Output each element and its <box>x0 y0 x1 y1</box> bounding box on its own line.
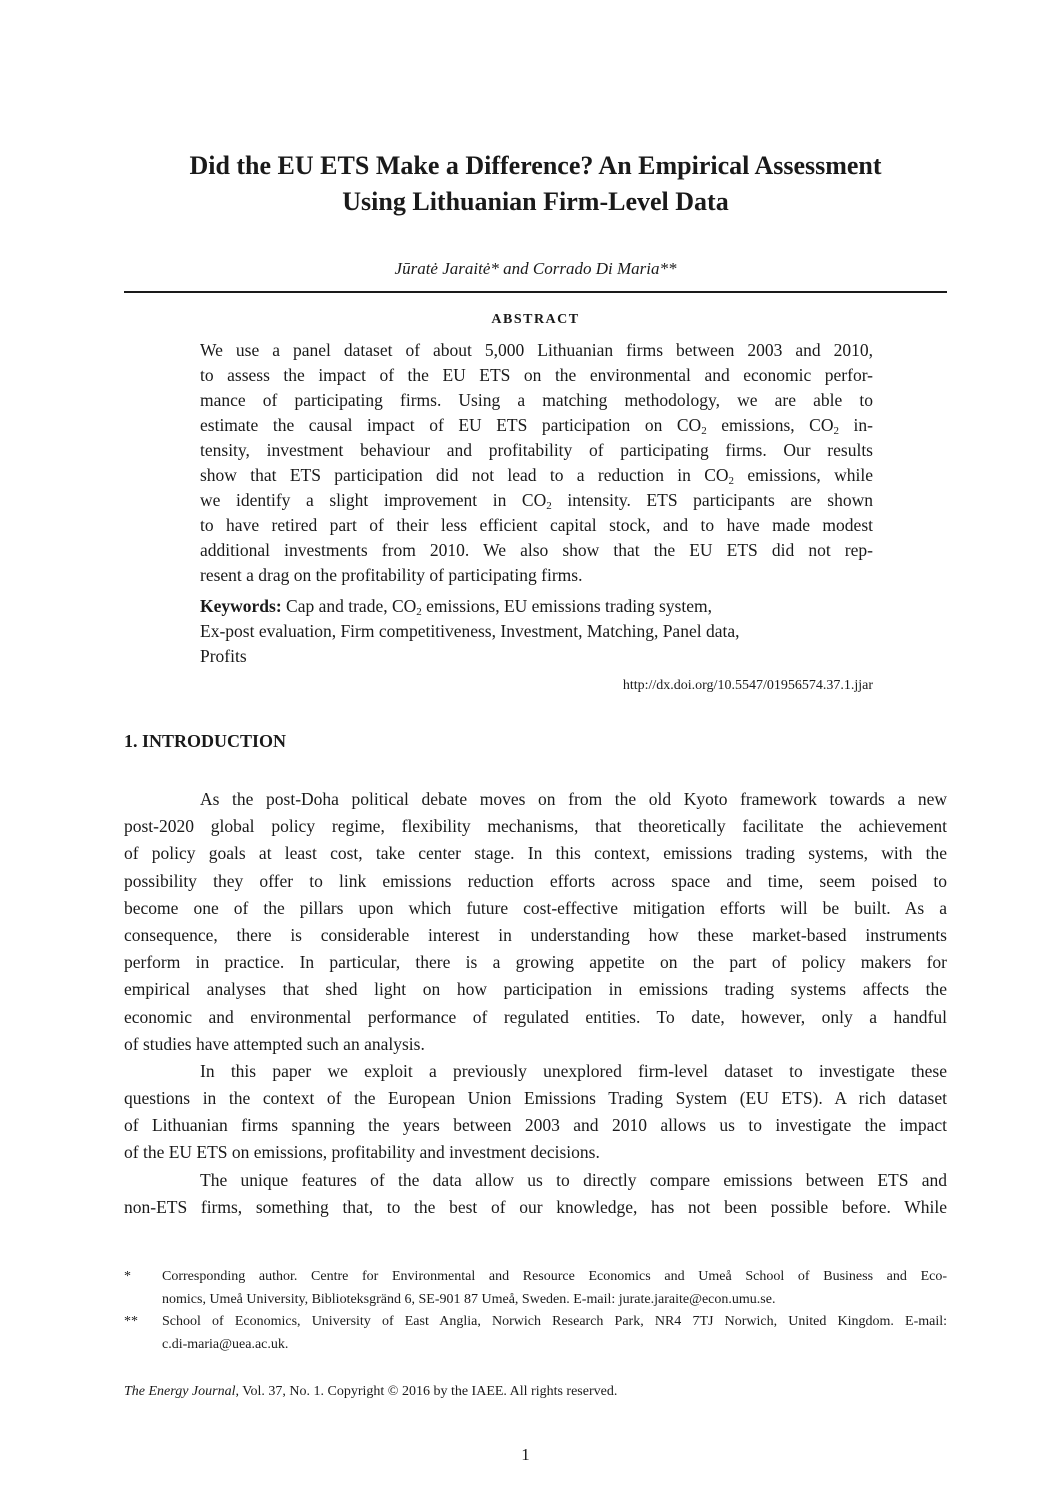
footnote-mark: * <box>124 1269 131 1284</box>
paper-title <box>124 148 947 220</box>
page-number: 1 <box>521 1445 530 1464</box>
keywords-line: Profits <box>200 646 247 666</box>
abstract-line: additional investments from 2010. We also show that the EU ETS did not rep- <box>200 540 873 560</box>
abstract-text <box>200 338 873 588</box>
footnote <box>124 1266 947 1311</box>
abstract-line: to have retired part of their less efficient capital stock, and to have made modest <box>200 515 873 535</box>
title-line: Did the EU ETS Make a Difference? An Empirical Assessment <box>189 151 882 180</box>
body-line: of Lithuanian firms spanning the years between 2003 and 2010 allows us to investigate the impact <box>124 1115 947 1136</box>
body-line: non-ETS firms, something that, to the best of our knowledge, has not been possible before. While <box>124 1196 947 1217</box>
abstract-line: We use a panel dataset of about 5,000 Lithuanian firms between 2003 and 2010, <box>200 340 873 360</box>
body-line: perform in practice. In particular, there is a growing appetite on the part of policy makers for <box>124 952 947 973</box>
keywords <box>200 594 873 669</box>
footnote-line: Corresponding author. Centre for Environmental and Resource Economics and Umeå School of Business and Eco- <box>162 1269 947 1284</box>
keywords-line: Ex-post evaluation, Firm competitiveness, Investment, Matching, Panel data, <box>200 621 740 641</box>
body-line: of policy goals at least cost, take center stage. In this context, emissions trading systems, with the <box>124 843 947 864</box>
body-line: of the EU ETS on emissions, profitability and investment decisions. <box>124 1142 600 1163</box>
journal-name: The Energy Journal <box>124 1384 236 1399</box>
body-line: empirical analyses that shed light on how participation in emissions trading systems affects the <box>124 979 947 1000</box>
body-line: consequence, there is considerable interest in understanding how these market-based instruments <box>124 924 947 945</box>
abstract-line: tensity, investment behaviour and profitability of participating firms. Our results <box>200 440 873 460</box>
header-divider <box>124 291 947 293</box>
journal-citation <box>124 1383 617 1401</box>
body-line: questions in the context of the European Union Emissions Trading System (EU ETS). A rich dataset <box>124 1088 947 1109</box>
author-list: Jūratė Jaraitė* and Corrado Di Maria** <box>394 259 677 278</box>
doi-link[interactable]: http://dx.doi.org/10.5547/01956574.37.1.jjar <box>622 678 873 693</box>
body-line: In this paper we exploit a previously unexplored firm-level dataset to investigate these <box>200 1060 947 1081</box>
title-line: Using Lithuanian Firm-Level Data <box>342 187 729 216</box>
keywords-line: Keywords: Cap and trade, $CO_2$ emissions, EU emissions trading system, <box>200 596 712 618</box>
footnote <box>124 1311 947 1356</box>
keywords-label: Keywords: <box>200 596 282 616</box>
journal-details: , Vol. 37, No. 1. Copyright © 2016 by the IAEE. All rights reserved. <box>235 1384 618 1399</box>
body-line: economic and environmental performance of regulated entities. To date, however, only a handful <box>124 1006 947 1027</box>
body-line: The unique features of the data allow us to directly compare emissions between ETS and <box>200 1169 947 1190</box>
body-line: become one of the pillars upon which future cost-effective mitigation efforts will be built. As a <box>124 897 947 918</box>
abstract-heading: ABSTRACT <box>491 312 580 327</box>
introduction-body <box>124 786 947 1221</box>
footnote-line: nomics, Umeå University, Biblioteksgränd 6, SE-901 87 Umeå, Sweden. E-mail: jurate.jaraite@econ.umu.se. <box>162 1291 776 1307</box>
footnotes <box>124 1266 947 1356</box>
body-line: of studies have attempted such an analysis. <box>124 1033 425 1054</box>
footnote-line: c.di-maria@uea.ac.uk. <box>162 1336 289 1352</box>
abstract-line: we identify a slight improvement in $CO_2$ intensity. ETS participants are shown <box>200 490 874 512</box>
abstract-line: show that ETS participation did not lead to a reduction in $CO_2$ emissions, while <box>200 465 873 487</box>
footnote-line: School of Economics, University of East Anglia, Norwich Research Park, NR4 7TJ Norwich, United Kingdom. E-mail: <box>162 1314 947 1329</box>
section-heading: 1. INTRODUCTION <box>124 731 287 751</box>
body-line: possibility they offer to link emissions reduction efforts across space and time, seem poised to <box>124 870 947 891</box>
footnote-mark: ** <box>124 1314 138 1329</box>
body-line: post-2020 global policy regime, flexibility mechanisms, that theoretically facilitate the achievement <box>124 816 947 837</box>
abstract-line: to assess the impact of the EU ETS on the environmental and economic perfor- <box>200 365 873 385</box>
abstract-line: mance of participating firms. Using a matching methodology, we are able to <box>200 390 873 410</box>
abstract-line: estimate the causal impact of EU ETS participation on $CO_2$ emissions, $CO_2$ in- <box>200 415 873 437</box>
abstract-line: resent a drag on the profitability of participating firms. <box>200 565 583 585</box>
body-line: As the post-Doha political debate moves on from the old Kyoto framework towards a new <box>200 789 947 809</box>
